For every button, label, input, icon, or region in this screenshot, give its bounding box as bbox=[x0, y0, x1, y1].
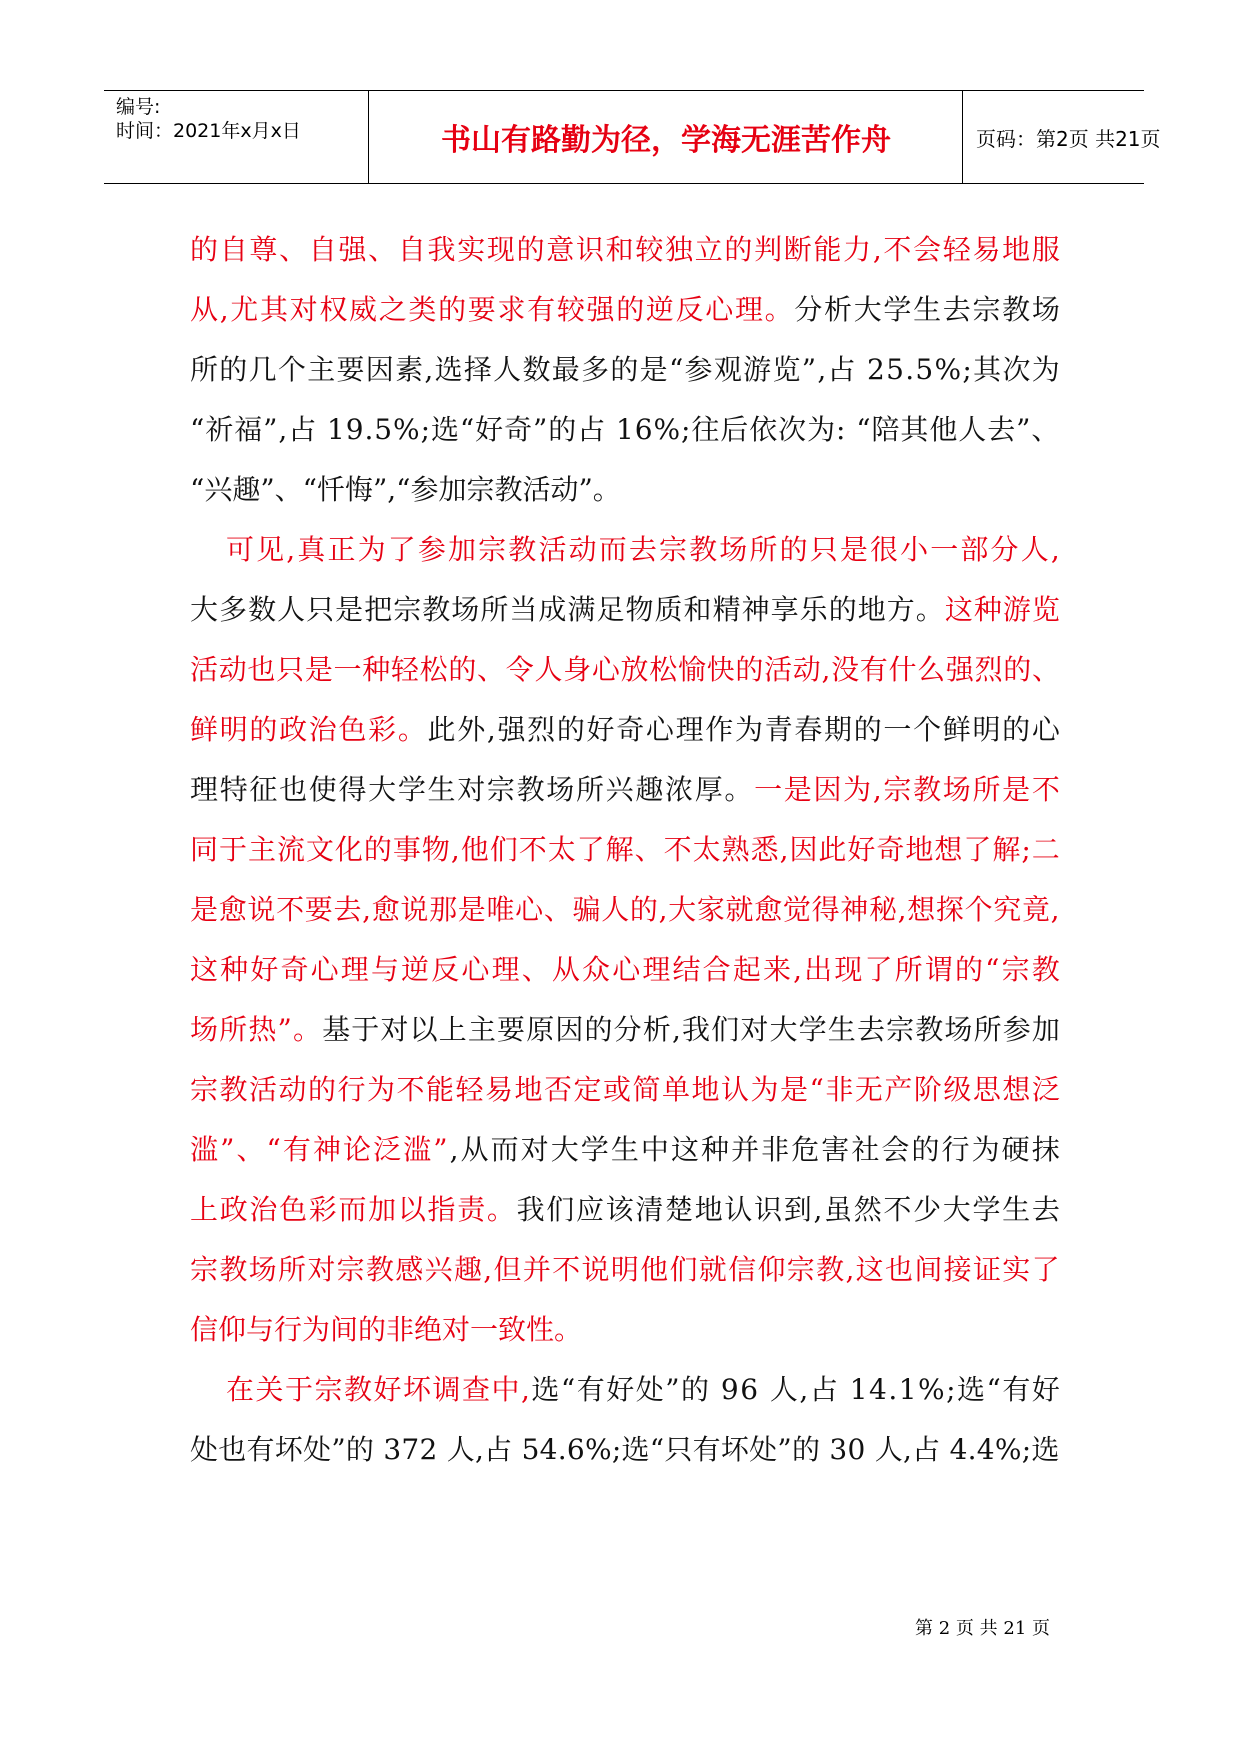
page-footer: 第 2 页 共 21 页 bbox=[915, 1618, 1050, 1639]
text-line: 这 种 好 奇 心 理 与 逆 反 心 理 、 从 众 心 理 结 合 起 来 , 出 现 了 所 谓 的 “ 宗 教 bbox=[190, 953, 1060, 986]
text-line: 在 关 于 宗 教 好 坏 调 查 中 , 选 “ 有 好 处 ” 的 9 6 人 , 占 1 4 . 1 % ; 选 “ 有 好 bbox=[226, 1373, 1060, 1406]
text-line: 上 政 治 色 彩 而 加 以 指 责 。 我 们 应 该 清 楚 地 认 识 到 , 虽 然 不 少 大 学 生 去 bbox=[190, 1193, 1060, 1226]
text-line: 大 多 数 人 只 是 把 宗 教 场 所 当 成 满 足 物 质 和 精 神 享 乐 的 地 方 。 这 种 游 览 bbox=[190, 593, 1060, 626]
text-line: 是 愈 说 不 要 去 , 愈 说 那 是 唯 心 、 骗 人 的 , 大 家 就 愈 觉 得 神 秘 , 想 探 个 究 竟 , bbox=[190, 893, 1060, 926]
text-line: 理 特 征 也 使 得 大 学 生 对 宗 教 场 所 兴 趣 浓 厚 。 一 是 因 为 , 宗 教 场 所 是 不 bbox=[190, 773, 1060, 806]
text-segment: 信仰与行为间的非绝对一致性。 bbox=[190, 1313, 583, 1346]
header-motto: 书山有路勤为径，学海无涯苦作舟 bbox=[441, 123, 891, 158]
header-meta bbox=[116, 91, 368, 183]
time-label: 时间：2021年x月x日 bbox=[116, 120, 301, 142]
text-line: 滥 ” 、 “ 有 神 论 泛 滥 ” , 从 而 对 大 学 生 中 这 种 并 非 危 害 社 会 的 行 为 硬 抹 bbox=[190, 1133, 1060, 1166]
header-divider bbox=[368, 91, 369, 183]
text-line bbox=[190, 1300, 1060, 1360]
number-label: 编号: bbox=[116, 96, 161, 118]
text-line: 的 自 尊 、 自 强 、 自 我 实 现 的 意 识 和 较 独 立 的 判 断 能 力 , 不 会 轻 易 地 服 bbox=[190, 233, 1060, 266]
page-header bbox=[104, 90, 1161, 184]
header-divider bbox=[962, 91, 963, 183]
page-code: 页码：第2页 共21页 bbox=[976, 126, 1161, 151]
document-body bbox=[190, 220, 1060, 1480]
text-line: 同 于 主 流 文 化 的 事 物 , 他 们 不 太 了 解 、 不 太 熟 悉 , 因 此 好 奇 地 想 了 解 ; 二 bbox=[190, 833, 1060, 866]
text-line: 可 见 , 真 正 为 了 参 加 宗 教 活 动 而 去 宗 教 场 所 的 只 是 很 小 一 部 分 人 , bbox=[226, 533, 1060, 566]
text-line: 鲜 明 的 政 治 色 彩 。 此 外 , 强 烈 的 好 奇 心 理 作 为 青 春 期 的 一 个 鲜 明 的 心 bbox=[190, 713, 1060, 746]
text-line: 场 所 热 ” 。 基 于 对 以 上 主 要 原 因 的 分 析 , 我 们 对 大 学 生 去 宗 教 场 所 参 加 bbox=[190, 1013, 1060, 1046]
text-line: 宗 教 场 所 对 宗 教 感 兴 趣 , 但 并 不 说 明 他 们 就 信 仰 宗 教 , 这 也 间 接 证 实 了 bbox=[190, 1253, 1060, 1286]
text-line: 活 动 也 只 是 一 种 轻 松 的 、 令 人 身 心 放 松 愉 快 的 活 动 , 没 有 什 么 强 烈 的 、 bbox=[190, 653, 1060, 686]
text-line: “ 祈 福 ” , 占 1 9 . 5 % ; 选 “ 好 奇 ” 的 占 1 6 % ; 往 后 依 次 为 : “ 陪 其 他 人 去 ” 、 bbox=[190, 413, 1060, 446]
text-line bbox=[190, 460, 1060, 520]
text-line: 从 , 尤 其 对 权 威 之 类 的 要 求 有 较 强 的 逆 反 心 理 。 分 析 大 学 生 去 宗 教 场 bbox=[190, 293, 1060, 326]
text-segment: “兴趣”、“忏悔”,“参加宗教活动”。 bbox=[190, 473, 621, 506]
text-line: 所 的 几 个 主 要 因 素 , 选 择 人 数 最 多 的 是 “ 参 观 游 览 ” , 占 2 5 . 5 % ; 其 次 为 bbox=[190, 353, 1060, 386]
text-line: 宗 教 活 动 的 行 为 不 能 轻 易 地 否 定 或 简 单 地 认 为 是 “ 非 无 产 阶 级 思 想 泛 bbox=[190, 1073, 1060, 1106]
text-line: 处 也 有 坏 处 ” 的 3 7 2 人 , 占 5 4 . 6 % ; 选 “ 只 有 坏 处 ” 的 3 0 人 , 占 4 . 4 % ; 选 bbox=[190, 1433, 1060, 1466]
